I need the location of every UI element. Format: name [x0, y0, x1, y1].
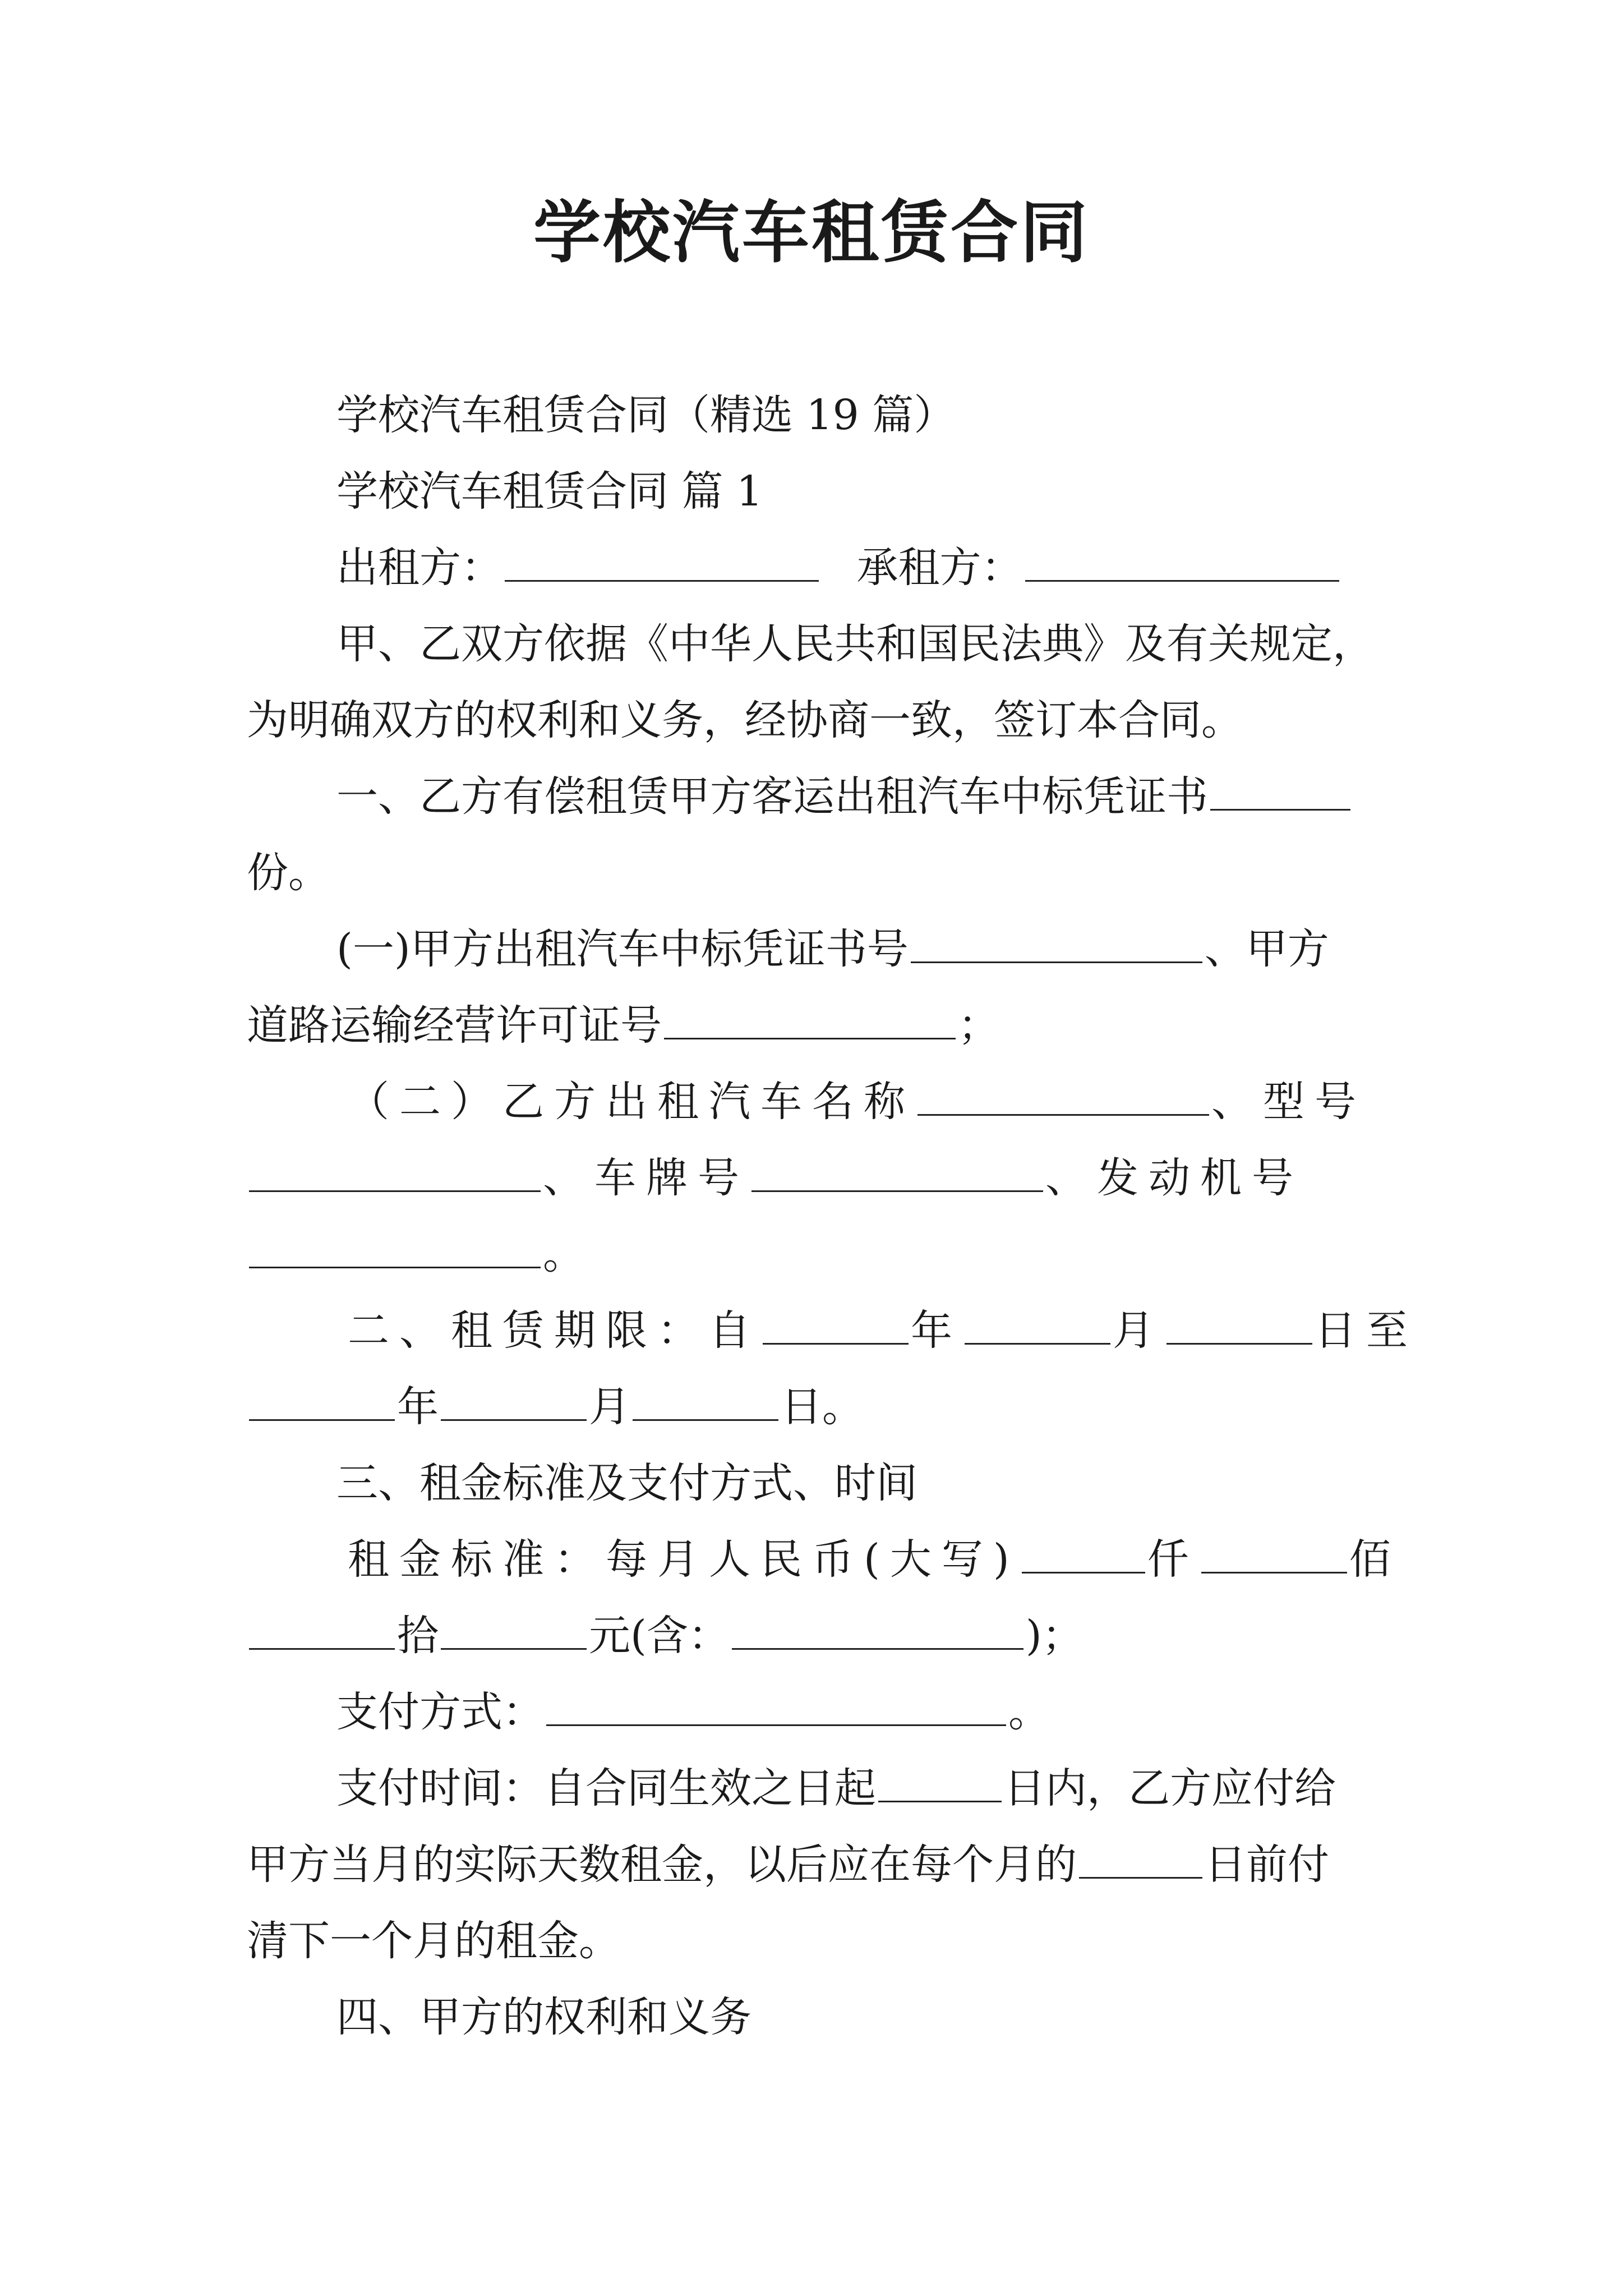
blank-license-number[interactable]	[664, 1001, 956, 1039]
clause-1b-line: 、车牌号 、发动机号	[247, 1150, 1303, 1206]
blank-end-year[interactable]	[249, 1382, 395, 1421]
document-title: 学校汽车租赁合同	[533, 193, 1090, 272]
clause-1-line: 一、乙方有偿租赁甲方客运出租汽车中标凭证书	[336, 769, 1353, 825]
section-heading: 学校汽车租赁合同 篇 1	[336, 467, 763, 516]
blank-payment-days[interactable]	[878, 1764, 1002, 1802]
paragraph-line: 甲、乙双方依据《中华人民共和国民法典》及有关规定，	[336, 620, 1374, 668]
clause-1a-line: (一)甲方出租汽车中标凭证书号 、甲方	[336, 925, 1329, 973]
clause-1-line: 份。	[247, 849, 330, 897]
clause-4-heading: 四、甲方的权利和义务	[336, 1993, 751, 2041]
payment-method-line: 支付方式： 。	[336, 1688, 1050, 1736]
payment-time-line: 清下一个月的租金。	[247, 1917, 620, 1965]
clause-3-heading: 三、租金标准及支付方式、时间	[336, 1459, 917, 1507]
clause-1a-line: 道路运输经营许可证号 ；	[247, 1001, 999, 1050]
paragraph-line: 为明确双方的权利和义务，经协商一致，签订本合同。	[247, 696, 1243, 744]
clause-2-line: 年 月 日。	[247, 1379, 864, 1435]
parties-line: 出租方： 承租方：	[336, 540, 1341, 596]
doc-subtitle: 学校汽车租赁合同（精选 19 篇）	[336, 391, 956, 439]
blank-end-day[interactable]	[633, 1382, 778, 1421]
blank-engine-number[interactable]	[249, 1230, 541, 1268]
blank-start-year[interactable]	[763, 1306, 909, 1345]
blank-start-day[interactable]	[1166, 1306, 1312, 1345]
blank-rent-units[interactable]	[441, 1611, 587, 1650]
blank-payment-method[interactable]	[546, 1687, 1006, 1726]
blank-vehicle-name[interactable]	[917, 1077, 1209, 1116]
payment-time-line: 支付时间：自合同生效之日起 日内，乙方应付给	[336, 1764, 1336, 1812]
blank-end-month[interactable]	[441, 1382, 587, 1421]
blank-rent-hundreds[interactable]	[1201, 1535, 1347, 1573]
rent-standard-line: 拾 元(含： )；	[247, 1608, 1083, 1664]
blank-lessor[interactable]	[505, 543, 819, 582]
clause-1b-line: （二）乙方出租汽车名称 、型号	[348, 1078, 1366, 1126]
payment-time-line: 甲方当月的实际天数租金，以后应在每个月的 日前付	[247, 1841, 1329, 1889]
blank-rent-includes[interactable]	[732, 1611, 1023, 1650]
blank-start-month[interactable]	[965, 1306, 1110, 1345]
blank-rent-thousands[interactable]	[1022, 1535, 1145, 1573]
rent-standard-line: 租金标准：每月人民币(大写) 仟 佰	[348, 1535, 1401, 1584]
blank-certificate-number[interactable]	[911, 924, 1202, 963]
blank-vehicle-model[interactable]	[249, 1153, 541, 1192]
blank-certificate-count[interactable]	[1210, 772, 1350, 811]
clause-2-line: 二、租赁期限：自 年 月 日至	[348, 1306, 1418, 1355]
blank-lessee[interactable]	[1025, 543, 1339, 582]
clause-1b-line: 。	[247, 1226, 584, 1282]
blank-payment-day[interactable]	[1079, 1840, 1202, 1879]
blank-rent-tens[interactable]	[249, 1611, 395, 1650]
blank-plate-number[interactable]	[751, 1153, 1043, 1192]
